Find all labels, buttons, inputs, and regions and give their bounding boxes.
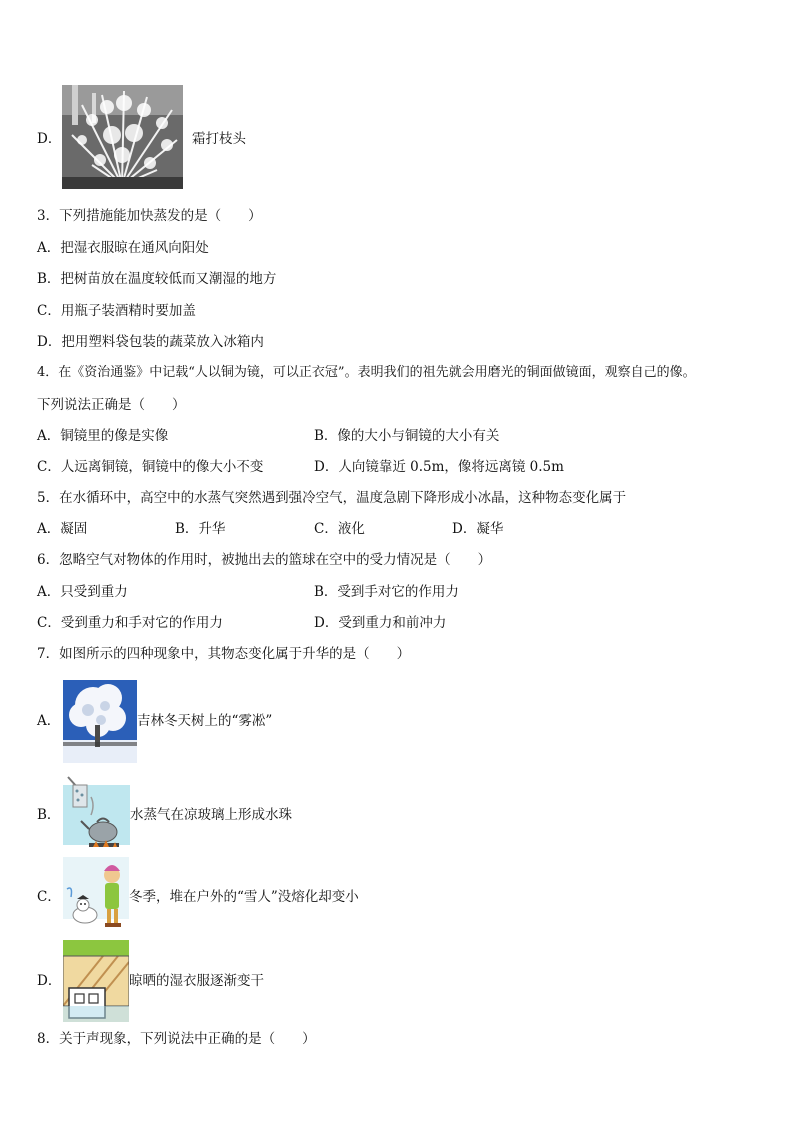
frost-branch-image [62,85,183,189]
q4-stem-line2: 下列说法正确是（ ） [37,397,186,413]
q2-option-d-label: D． [37,131,62,147]
q5-option-b: B．升华 [175,521,226,537]
q6-option-c: C．受到重力和手对它的作用力 [37,615,223,631]
q4-option-c: C．人远离铜镜，铜镜中的像大小不变 [37,459,264,475]
q5-option-a: A．凝固 [37,521,88,537]
q4-option-b: B．像的大小与铜镜的大小有关 [314,428,500,444]
q7-option-d-caption: 晾晒的湿衣服逐渐变干 [129,973,264,989]
q7-stem: 7．如图所示的四种现象中，其物态变化属于升华的是（ ） [37,646,411,662]
q4-option-a: A．铜镜里的像是实像 [37,428,169,444]
q5-option-c: C．液化 [314,521,365,537]
q6-option-a: A．只受到重力 [37,584,128,600]
q3-option-a: A．把湿衣服晾在通风向阳处 [37,240,209,256]
q4-stem-line1: 4．在《资治通鉴》中记载“人以铜为镜，可以正衣冠”。表明我们的祖先就会用磨光的铜面做镜面，观察自己的像。 [37,365,696,380]
snowman-image [63,857,129,937]
q6-stem: 6．忽略空气对物体的作用时，被抛出去的篮球在空中的受力情况是（ ） [37,552,492,568]
kettle-glass-image [63,775,130,855]
q7-option-d-label: D． [37,973,62,989]
q6-option-b: B．受到手对它的作用力 [314,584,459,600]
q5-option-d: D．凝华 [452,521,504,537]
q7-option-a-caption: 吉林冬天树上的“雾凇” [137,713,273,729]
drying-clothes-image [63,940,129,1022]
rime-tree-image [63,680,137,763]
q3-option-c: C．用瓶子装酒精时要加盖 [37,303,196,319]
q2-option-d-caption: 霜打枝头 [192,131,246,147]
q8-stem: 8．关于声现象，下列说法中正确的是（ ） [37,1031,316,1047]
q5-stem: 5．在水循环中，高空中的水蒸气突然遇到强冷空气，温度急剧下降形成小冰晶，这种物态变化属于 [37,490,627,506]
q7-option-c-label: C． [37,889,61,905]
q7-option-c-caption: 冬季，堆在户外的“雪人”没熔化却变小 [129,889,359,905]
q4-option-d: D．人向镜靠近 0.5m，像将远离镜 0.5m [314,459,564,475]
q7-option-b-caption: 水蒸气在凉玻璃上形成水珠 [130,807,292,823]
q3-stem: 3．下列措施能加快蒸发的是（ ） [37,208,262,224]
q7-option-a-label: A． [37,713,61,729]
q6-option-d: D．受到重力和前冲力 [314,615,447,631]
q3-option-b: B．把树苗放在温度较低而又潮湿的地方 [37,271,277,287]
q7-option-b-label: B． [37,807,61,823]
q3-option-d: D．把用塑料袋包装的蔬菜放入冰箱内 [37,334,264,350]
